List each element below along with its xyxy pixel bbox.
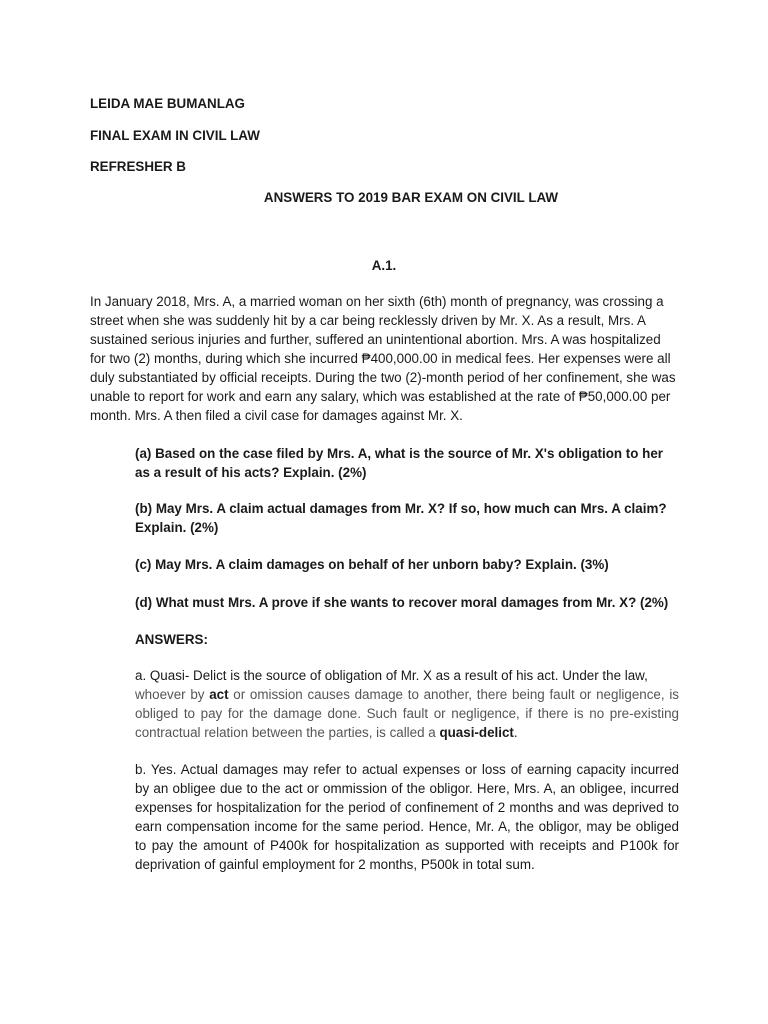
question-c: (c) May Mrs. A claim damages on behalf of her unborn baby? Explain. (3%) [135, 557, 609, 572]
section-label: REFRESHER B [90, 159, 186, 174]
question-number: A.1. [371, 258, 397, 273]
answer-a [135, 666, 679, 742]
author-name: LEIDA MAE BUMANLAG [90, 96, 245, 111]
question-d: (d) What must Mrs. A prove if she wants to recover moral damages from Mr. X? (2%) [135, 595, 669, 610]
exam-title: FINAL EXAM IN CIVIL LAW [90, 128, 260, 143]
answer-a-bold-act: act [209, 687, 229, 702]
answer-a-part1: whoever by [135, 687, 210, 702]
answer-b: b. Yes. Actual damages may refer to actual expenses or loss of earning capacity incurred by an obligee due to the act or ommission of the obligor. Here, Mrs. A, an obligee, incurred expenses for hospitalization for the period of confinement of 2 months and was deprived to earn compensation income for the same period. Hence, Mr. A, the obligor, may be obliged to pay the amount of P400k for hospitalization as supported with receipts and P100k for deprivation of gainful employment for 2 months, P500k in total sum. [135, 762, 679, 872]
answers-heading: ANSWERS: [135, 632, 208, 647]
question-a: (a) Based on the case filed by Mrs. A, what is the source of Mr. X's obligation to her as a result of his acts? Explain. (2%) [135, 446, 663, 480]
answer-a-bold-quasi-delict: quasi-delict [439, 725, 514, 740]
problem-statement: In January 2018, Mrs. A, a married woman on her sixth (6th) month of pregnancy, was crossing a street when she was suddenly hit by a car being recklessly driven by Mr. X. As a result, Mrs. A sustained serious injuries and further, suffered an unintentional abortion. Mrs. A was hospitalized for two (2) months, during which she incurred ₱400,000.00 in medical fees. Her expenses were all duly substantiated by official receipts. During the two (2)-month period of her confinement, she was unable to report for work and earn any salary, which was established at the rate of ₱50,000.00 per month. Mrs. A then filed a civil case for damages against Mr. X. [90, 294, 676, 423]
answer-a-part2: or omission causes damage to another, there being fault or negligence, is obliged to pay for the damage done. Such fault or negligence, if there is no pre-existing contractual relation between the parties, is called a [135, 687, 679, 740]
question-b: (b) May Mrs. A claim actual damages from Mr. X? If so, how much can Mrs. A claim? Explain. (2%) [135, 501, 667, 535]
answer-a-lead: a. Quasi- Delict is the source of obligation of Mr. X as a result of his act. Under the law, [135, 668, 648, 683]
document-title: ANSWERS TO 2019 BAR EXAM ON CIVIL LAW [263, 190, 559, 205]
answer-a-end: . [513, 725, 518, 740]
